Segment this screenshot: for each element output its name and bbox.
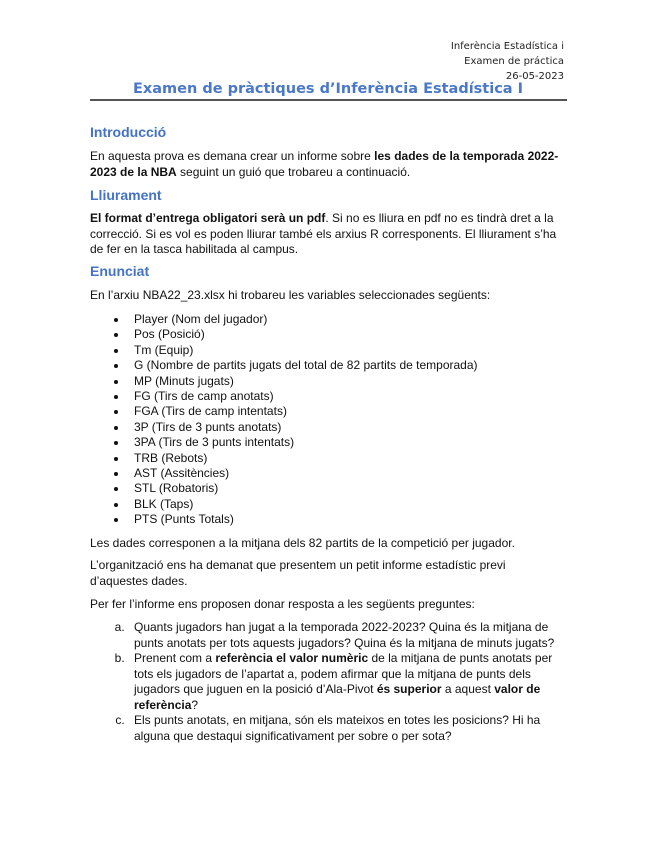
text: Prenent com a: [134, 651, 216, 665]
variable-item: • BLK (Taps): [128, 497, 478, 512]
enunciat-intro: En l’arxiu NBA22_23.xlsx hi trobareu les variables seleccionades següents:: [90, 288, 491, 302]
paragraph-preguntes: Per fer l’informe ens proposen donar resposta a les següents preguntes:: [90, 597, 475, 611]
heading-enunciat: Enunciat: [90, 263, 150, 279]
variable-item: • 3PA (Tirs de 3 punts intentats): [128, 435, 478, 450]
header-exam: Examen de práctica: [464, 56, 564, 67]
variable-item: • STL (Robatoris): [128, 481, 478, 496]
text: ?: [191, 697, 199, 712]
page-header: [451, 39, 564, 84]
variable-item: • FGA (Tirs de camp intentats): [128, 404, 478, 419]
heading-introduccio: Introducció: [90, 124, 167, 140]
variable-item: • Tm (Equip): [128, 343, 478, 358]
bold-text: valor de referència: [134, 682, 541, 712]
intro-paragraph: [90, 149, 560, 180]
variable-item: • G (Nombre de partits jugats del total de 82 partits de temporada): [128, 358, 478, 373]
text: En aquesta prova es demana crear un informe sobre: [90, 149, 375, 163]
header-date: 26-05-2023: [505, 71, 564, 82]
variable-item: • PTS (Punts Totals): [128, 512, 478, 527]
title-divider: [90, 99, 567, 101]
header-course: Inferència Estadística i: [450, 41, 564, 52]
bold-text: les dades de la temporada 2022-2023 de la NBA: [90, 149, 559, 179]
variable-item: • MP (Minuts jugats): [128, 374, 478, 389]
text: . Si no es lliura en pdf no es tindrà dret a la correcció. Si es vol es poden lliurar també els arxius R corresponents. El lliurament s’ha de fer en la tasca habilitada al campus.: [90, 211, 557, 256]
bold-text: referència el valor numèric: [215, 651, 369, 665]
document-title: Examen de pràctiques d’Inferència Estadística I: [132, 81, 524, 97]
bold-text: és superior: [376, 682, 442, 696]
question-c: c. Els punts anotats, en mitjana, són els mateixos en totes les posicions? Hi ha alguna que destaqui significativament per sobre o per sota?: [128, 713, 560, 744]
paragraph-organitzacio: L’organització ens ha demanat que presentem un petit informe estadístic previ d’aquestes dades.: [90, 558, 506, 588]
heading-lliurament: Lliurament: [90, 187, 162, 203]
variable-item: • 3P (Tirs de 3 punts anotats): [128, 420, 478, 435]
text: a aquest: [441, 682, 495, 696]
questions-list: [90, 620, 560, 744]
question-a: a. Quants jugadors han jugat a la temporada 2022-2023? Quina és la mitjana de punts anotats per tots aquests jugadors? Quina és la mitjana de minuts jugats?: [128, 620, 560, 651]
text: de la mitjana de punts anotats per tots els jugadors de l’apartat a, podem afirmar que la mitjana de punts dels jugadors que juguen en la posició d’Ala-Pivot: [134, 651, 553, 696]
variable-item: • FG (Tirs de camp anotats): [128, 389, 478, 404]
bold-text: El format d’entrega obligatori serà un pdf: [90, 211, 326, 225]
text: seguint un guió que trobareu a continuació.: [176, 164, 411, 179]
question-b: [128, 651, 560, 713]
variable-item: • AST (Assitències): [128, 466, 478, 481]
variable-item: • TRB (Rebots): [128, 451, 478, 466]
paragraph-dades: Les dades corresponen a la mitjana dels 82 partits de la competició per jugador.: [90, 536, 515, 550]
variables-list: [90, 312, 478, 528]
variable-item: • Pos (Posició): [128, 327, 478, 342]
variable-item: • Player (Nom del jugador): [128, 312, 478, 327]
lliurament-paragraph: [90, 211, 560, 258]
